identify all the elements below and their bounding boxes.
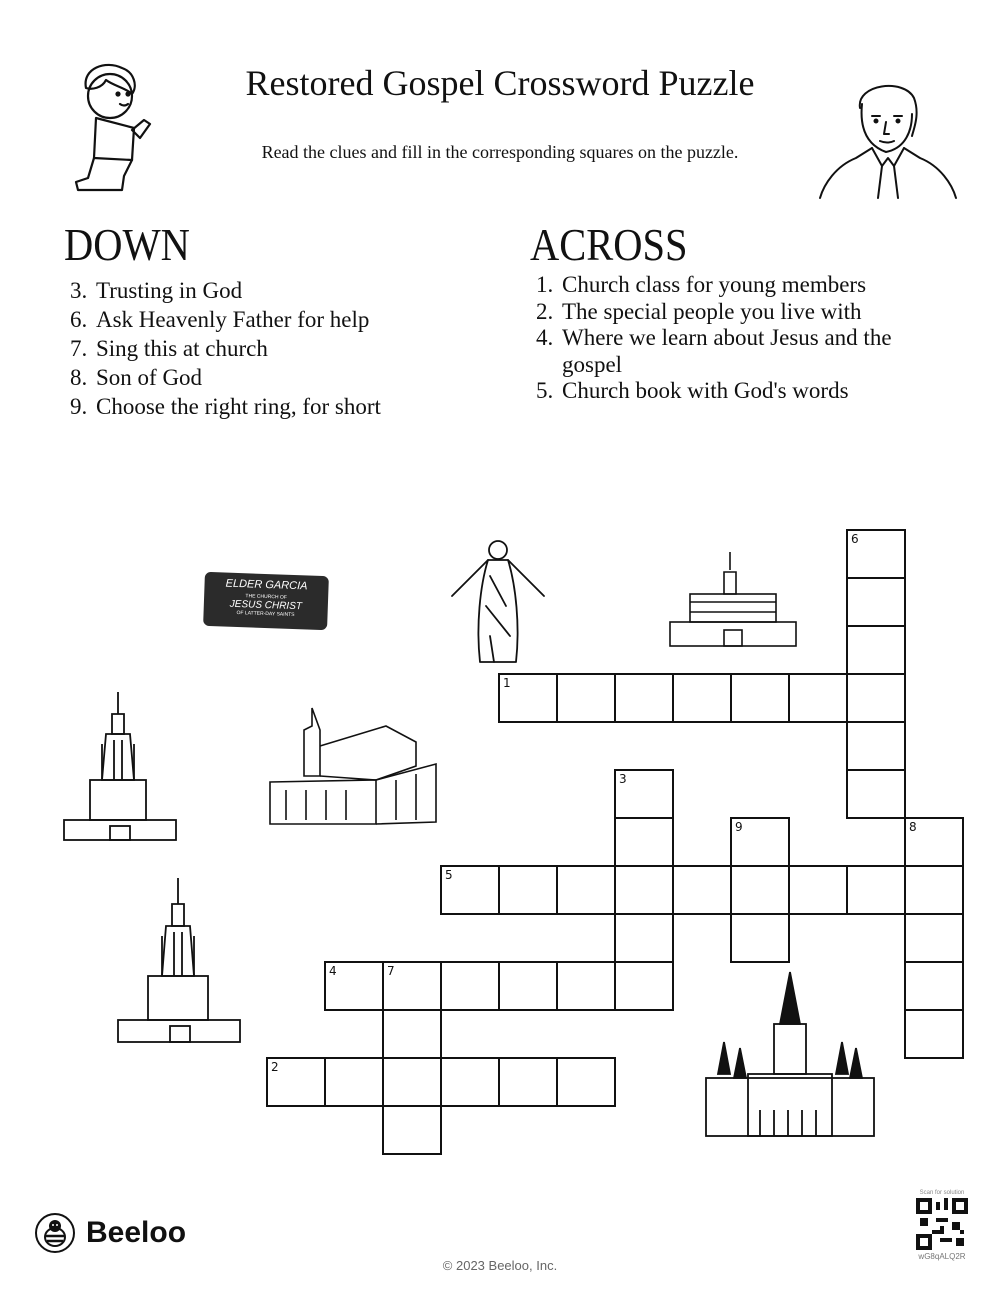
across-heading: ACROSS: [530, 219, 688, 270]
crossword-cell[interactable]: [904, 961, 964, 1011]
crossword-cell[interactable]: [788, 673, 848, 723]
crossword-cell[interactable]: [440, 865, 500, 915]
crossword-cell[interactable]: [904, 817, 964, 867]
crossword-cell[interactable]: [846, 721, 906, 771]
page-title: Restored Gospel Crossword Puzzle: [245, 63, 755, 103]
across-clue-list: [536, 272, 896, 405]
christus-statue-illustration: [450, 536, 546, 666]
crossword-cell[interactable]: [382, 961, 442, 1011]
crossword-cell[interactable]: [498, 673, 558, 723]
crossword-cell[interactable]: [730, 913, 790, 963]
bee-icon: [34, 1212, 76, 1254]
crossword-cell[interactable]: [324, 1057, 384, 1107]
clue-number: 3: [619, 772, 627, 786]
crossword-cell[interactable]: [614, 913, 674, 963]
down-clue: 3. Trusting in God: [70, 278, 243, 303]
temple-towers-illustration: [704, 970, 876, 1140]
temple-illustration: [668, 550, 798, 650]
crossword-cell[interactable]: [730, 673, 790, 723]
clue-number: 5: [445, 868, 453, 882]
crossword-cell[interactable]: [730, 865, 790, 915]
church-building-illustration: [266, 706, 438, 830]
crossword-cell[interactable]: [904, 1009, 964, 1059]
crossword-cell[interactable]: [382, 1105, 442, 1155]
crossword-cell[interactable]: [846, 625, 906, 675]
copyright: © 2023 Beeloo, Inc.: [442, 1258, 558, 1273]
down-clue: 8. Son of God: [70, 365, 203, 390]
crossword-cell[interactable]: [382, 1009, 442, 1059]
down-clue: 6. Ask Heavenly Father for help: [70, 307, 370, 332]
clue-number: 8: [909, 820, 917, 834]
clue-number: 4: [329, 964, 337, 978]
crossword-cell[interactable]: [498, 1057, 558, 1107]
crossword-cell[interactable]: [556, 673, 616, 723]
crossword-cell[interactable]: [266, 1057, 326, 1107]
clue-number: 6: [851, 532, 859, 546]
page-subtitle: Read the clues and fill in the corresponding squares on the puzzle.: [261, 142, 739, 162]
brand-logo: [34, 1212, 186, 1254]
brand-name: Beeloo: [86, 1216, 187, 1249]
crossword-cell[interactable]: [846, 673, 906, 723]
crossword-cell[interactable]: [788, 865, 848, 915]
crossword-cell[interactable]: [614, 865, 674, 915]
qr-label: Scan for solution: [919, 1190, 965, 1196]
across-clue: 1. Church class for young members: [536, 272, 867, 297]
down-heading: DOWN: [64, 219, 190, 270]
crossword-cell[interactable]: [614, 769, 674, 819]
crossword-cell[interactable]: [440, 961, 500, 1011]
temple-spire-illustration: [62, 690, 178, 846]
missionary-name-badge: ELDER GARCIA THE CHURCH OF JESUS CHRIST OF LATTER-DAY SAINTS: [203, 572, 329, 630]
crossword-cell[interactable]: [614, 961, 674, 1011]
crossword-cell[interactable]: [672, 865, 732, 915]
clue-number: 7: [387, 964, 395, 978]
crossword-cell[interactable]: [730, 817, 790, 867]
prophet-portrait-illustration: [816, 74, 960, 202]
crossword-cell[interactable]: [904, 865, 964, 915]
crossword-cell[interactable]: [846, 769, 906, 819]
qr-code-icon[interactable]: [916, 1198, 968, 1250]
crossword-cell[interactable]: [846, 577, 906, 627]
down-clue: 7. Sing this at church: [70, 336, 268, 361]
crossword-cell[interactable]: [556, 961, 616, 1011]
crossword-cell[interactable]: [498, 865, 558, 915]
across-clue: 4. Where we learn about Jesus and the gospel: [536, 325, 892, 377]
down-clue: 9. Choose the right ring, for short: [70, 394, 381, 419]
clue-number: 1: [503, 676, 511, 690]
across-clue: 2. The special people you live with: [536, 298, 862, 324]
crossword-cell[interactable]: [440, 1057, 500, 1107]
crossword-cell[interactable]: [498, 961, 558, 1011]
qr-block: [914, 1190, 970, 1261]
crossword-cell[interactable]: [614, 673, 674, 723]
crossword-cell[interactable]: [672, 673, 732, 723]
across-clue: 5. Church book with God's words: [536, 378, 849, 403]
temple-spire-illustration: [116, 876, 242, 1046]
crossword-cell[interactable]: [324, 961, 384, 1011]
praying-boy-illustration: [66, 58, 162, 198]
crossword-cell[interactable]: [846, 865, 906, 915]
crossword-cell[interactable]: [614, 817, 674, 867]
crossword-cell[interactable]: [556, 1057, 616, 1107]
crossword-cell[interactable]: [382, 1057, 442, 1107]
clue-number: 2: [271, 1060, 279, 1074]
crossword-cell[interactable]: [846, 529, 906, 579]
down-clue-list: [70, 276, 400, 421]
clue-number: 9: [735, 820, 743, 834]
qr-code-text: wG8qALQ2R: [918, 1252, 966, 1261]
crossword-cell[interactable]: [904, 913, 964, 963]
crossword-cell[interactable]: [556, 865, 616, 915]
